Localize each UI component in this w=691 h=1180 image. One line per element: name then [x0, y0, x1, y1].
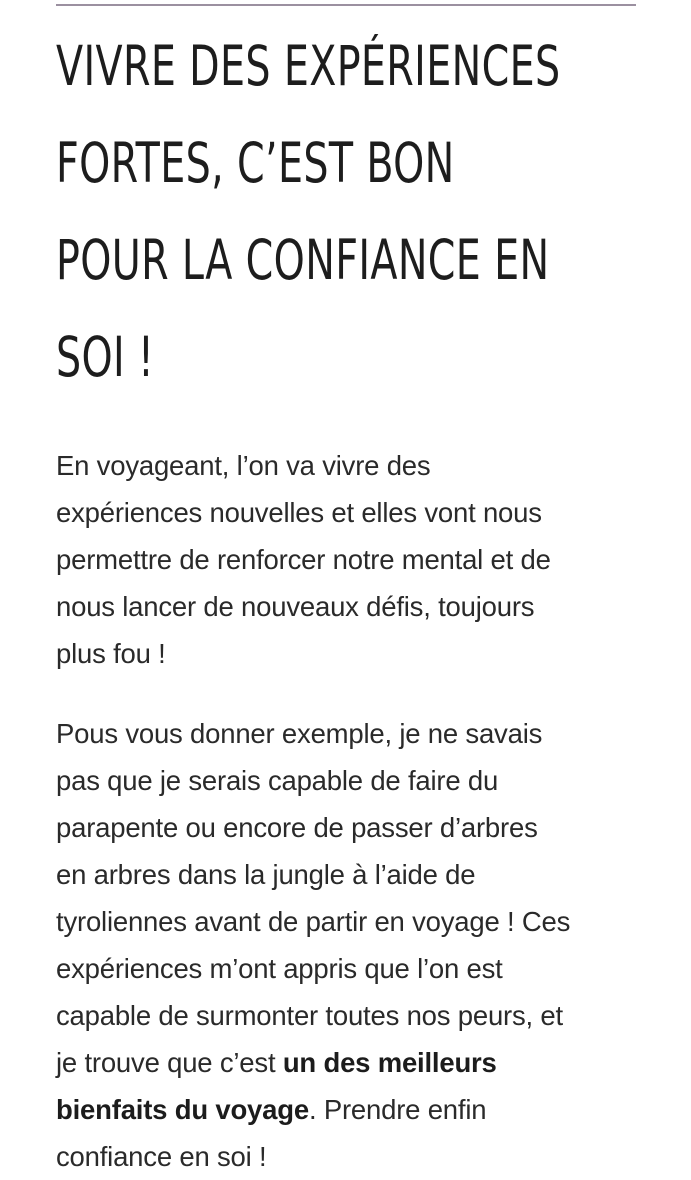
paragraph-line: en arbres dans la jungle à l’aide de [56, 859, 476, 890]
paragraph-line: pas que je serais capable de faire du [56, 765, 499, 796]
heading-line: VIVRE DES EXPÉRIENCES [56, 34, 561, 98]
paragraph-line: tyroliennes avant de partir en voyage ! Ces [56, 906, 571, 937]
bold-highlight: bienfaits du voyage [56, 1094, 309, 1125]
paragraph-line: confiance en soi ! [56, 1141, 267, 1172]
paragraph-line [56, 1086, 636, 1133]
paragraph-line: Pous vous donner exemple, je ne savais [56, 718, 543, 749]
bold-highlight: un des meilleurs [282, 1047, 497, 1078]
section-divider [56, 4, 636, 6]
paragraph-line: parapente ou encore de passer d’arbres [56, 812, 538, 843]
paragraph-line: capable de surmonter toutes nos peurs, et [56, 1000, 563, 1031]
paragraph-text: . Prendre enfin [308, 1094, 487, 1125]
article-content [56, 0, 636, 1180]
paragraph-line: En voyageant, l’on va vivre des [56, 450, 431, 481]
paragraph-text: je trouve que c’est [56, 1047, 283, 1078]
section-heading [56, 18, 636, 406]
paragraph-line: permettre de renforcer notre mental et de [56, 544, 551, 575]
heading-line: SOI ! [56, 325, 155, 389]
paragraph-1 [56, 442, 636, 677]
paragraph-line: expériences m’ont appris que l’on est [56, 953, 503, 984]
paragraph-line [56, 1039, 636, 1086]
heading-line: FORTES, C’EST BON [56, 131, 455, 195]
heading-container [56, 18, 636, 389]
paragraph-line: plus fou ! [56, 638, 166, 669]
heading-line: POUR LA CONFIANCE EN [56, 228, 550, 292]
paragraph-line: nous lancer de nouveaux défis, toujours [56, 591, 535, 622]
paragraph-2 [56, 710, 636, 1180]
paragraph-line: expériences nouvelles et elles vont nous [56, 497, 542, 528]
